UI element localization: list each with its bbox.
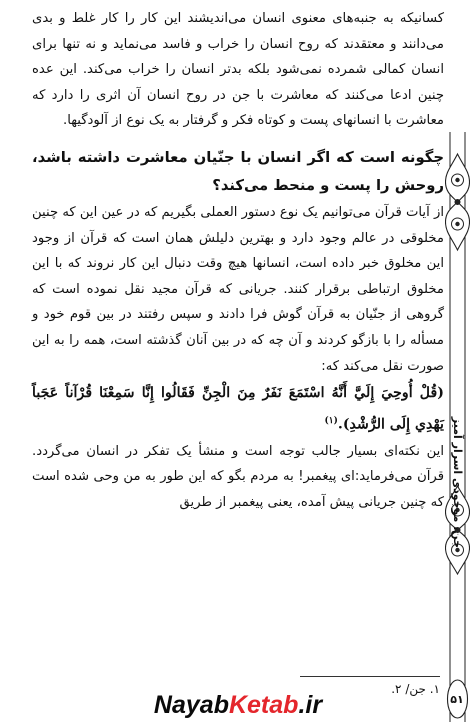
page-number: ۵۱ — [450, 692, 464, 706]
verse-text: (قُلْ أُوحِيَ إِلَيَّ أَنَّهُ اسْتَمَعَ نَفَرٌ مِنَ الْجِنِّ فَقَالُوا إِنَّا سَمِعْنَا قُرْآناً عَجَباً يَهْدِي إِلَى الرُّشْدِ). — [32, 385, 444, 433]
text-column — [32, 6, 444, 516]
chapter-title: جن، موجودی اسرار آمیز — [451, 416, 465, 548]
section-heading: چگونه است که اگر انسان با جنّیان معاشرت داشته باشد، روحش را پست و منحط می‌کند؟ — [32, 148, 444, 194]
watermark-part-1: Nayab — [153, 691, 229, 719]
side-tab-label — [445, 416, 470, 548]
watermark-part-2: Ketab — [228, 691, 299, 719]
watermark — [128, 690, 348, 720]
paragraph-1: کسانیکه به جنبه‌های معنوی انسان می‌اندیشند این کار را کار غلط و بدی می‌دانند و معتقدند که روح انسان را خراب و فاسد می‌نماید و نه تنها برای انسان کمالی شمرده نمی‌شود بلکه بدتر انسان را خراب می‌کند. این عده چنین ادعا می‌کنند که معاشرت با جن در روح انسان آن اثری را دارد که معاشرت با انسانهای پست و کوتاه فکر و گرفتار به یک نوع از آلودگیها. — [32, 11, 444, 129]
footnote-marker: (۱) — [324, 416, 338, 427]
watermark-part-3: .ir — [298, 691, 323, 719]
footnote-divider — [300, 676, 440, 677]
footnote: ۱. جن/ ۲. — [391, 682, 440, 696]
quran-verse — [32, 379, 444, 439]
medallion-top-icon — [446, 154, 470, 250]
paragraph-3: این نکته‌ای بسیار جالب توجه است و منشأ یک تفکر در انسان می‌گردد. قرآن می‌فرماید:ای پیغمبر! به مردم بگو که این طور به من وحی شده است که چنین جریانی پیش آمده، یعنی پیغمبر از طریق — [32, 443, 444, 511]
chapter-side-tab — [445, 132, 470, 722]
paragraph-2: از آیات قرآن می‌توانیم یک نوع دستور العملی بگیریم که در عین این که چنین مخلوقی در عالم وجود دارد و بهترین دلیلش همان است که قرآن از وجود این مخلوق خبر داده است، انسانها هیچ وقت دنبال این کار نروند که با این مخلوق ارتباطی برقرار کنند. جریانی که قرآن مجید نقل نموده است که گروهی از جنّیان به قرآن گوش فرا دادند و سپس رفتند در بین قوم خود و مسأله را با بازگو کردند و آن چه که در بین آنان گذشته است، همه را به این صورت نقل می‌کند که: — [32, 204, 444, 374]
